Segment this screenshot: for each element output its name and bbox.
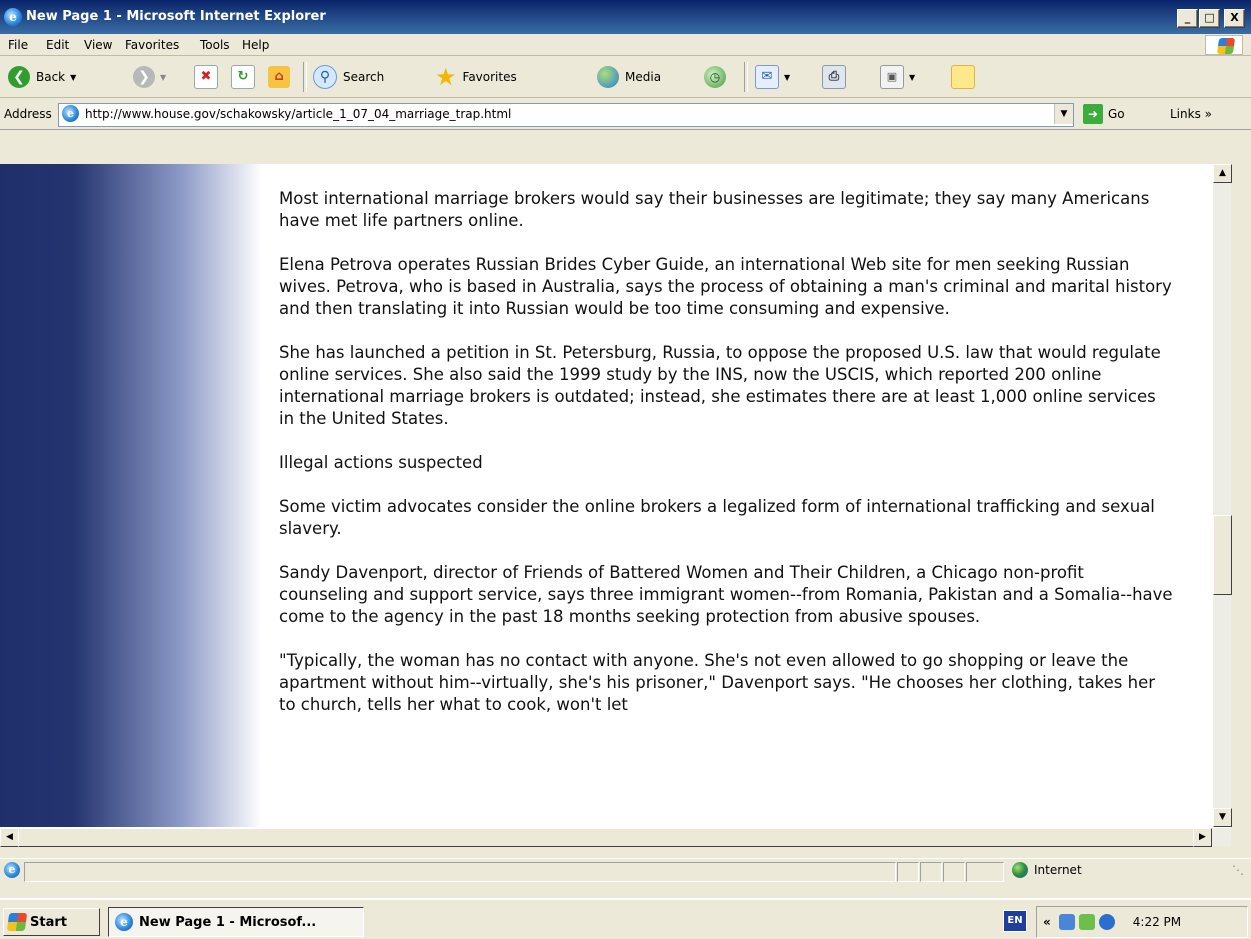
ie-logo-icon: e (4, 8, 22, 26)
close-button[interactable]: X (1224, 9, 1245, 28)
standard-toolbar (0, 56, 1251, 98)
messenger-button[interactable] (951, 63, 975, 91)
menu-file[interactable]: File (8, 38, 29, 52)
edit-dropdown-icon: ▼ (909, 72, 916, 82)
back-button[interactable] (8, 63, 76, 91)
media-icon (597, 66, 619, 88)
menu-help[interactable]: Help (242, 38, 270, 52)
back-dropdown-icon: ▼ (70, 72, 77, 82)
stop-button[interactable] (194, 63, 218, 91)
internet-globe-icon (1012, 862, 1028, 878)
article-paragraph: Elena Petrova operates Russian Brides Cyber Guide, an international Web site for men seeking Russian wives. Petrova, who is based in Australia, says the process of obtaining a man's criminal and marital history and then translating it into Russian would be too time consuming and expensive. (279, 255, 1172, 318)
language-indicator[interactable]: EN (1003, 910, 1027, 932)
scroll-up-icon[interactable]: ▲ (1213, 164, 1232, 183)
decorative-sidebar (0, 164, 262, 827)
connection-icon[interactable] (1099, 914, 1115, 930)
history-icon: ◷ (704, 66, 726, 88)
safely-remove-icon[interactable] (1079, 914, 1095, 930)
title-bar[interactable] (0, 0, 1251, 34)
taskbar-window-button[interactable] (108, 907, 364, 937)
horizontal-scrollbar[interactable] (0, 827, 1231, 846)
media-label: Media (625, 70, 662, 84)
page-icon: e (62, 105, 79, 122)
address-bar (0, 98, 1251, 130)
horizontal-scroll-thumb[interactable] (18, 828, 1195, 847)
status-panel (943, 862, 965, 882)
security-zone (1012, 862, 1082, 878)
clock: 4:22 PM (1132, 915, 1182, 929)
favorites-button[interactable] (435, 63, 517, 91)
windows-flag-icon (7, 913, 28, 931)
vertical-scroll-thumb[interactable] (1213, 515, 1232, 595)
forward-arrow-icon: ❯ (133, 66, 155, 88)
article-paragraph: Some victim advocates consider the online brokers a legalized form of international trafficking and sexual slavery. (279, 497, 1155, 538)
start-button[interactable] (3, 908, 100, 936)
print-icon: ⎙ (822, 65, 846, 89)
status-bar (0, 858, 1251, 882)
favorites-star-icon: ★ (435, 63, 457, 91)
windows-logo (1205, 35, 1243, 55)
home-button[interactable] (268, 63, 290, 91)
go-label: Go (1108, 107, 1125, 121)
refresh-button[interactable] (231, 63, 255, 91)
article-subheading: Illegal actions suspected (279, 453, 483, 472)
status-text-panel (24, 862, 896, 882)
edit-icon: ▣ (880, 65, 904, 89)
status-page-icon: e (4, 862, 20, 878)
home-icon: ⌂ (268, 66, 290, 88)
note-icon (951, 65, 975, 89)
favorites-label: Favorites (462, 70, 517, 84)
tray-expand-button[interactable]: « (1043, 915, 1051, 929)
back-label: Back (36, 70, 66, 84)
article-body (279, 188, 1174, 738)
article-paragraph: Sandy Davenport, director of Friends of Battered Women and Their Children, a Chicago non-profit counseling and support service, says three immigrant women--from Romania, Pakistan and a Somalia--have come to the agency in the past 18 months seeking protection from abusive spouses. (279, 563, 1173, 626)
stop-icon: ✖ (194, 65, 218, 89)
mail-dropdown-icon: ▼ (784, 72, 791, 82)
network-icon[interactable] (1059, 914, 1075, 930)
links-button[interactable]: Links » (1170, 107, 1212, 121)
go-button[interactable] (1083, 104, 1125, 124)
windows-flag-icon (1217, 38, 1235, 54)
menu-favorites[interactable]: Favorites (125, 38, 180, 52)
address-dropdown-icon[interactable]: ▼ (1054, 104, 1073, 124)
toolbar-separator (744, 62, 748, 92)
maximize-button[interactable]: □ (1199, 9, 1220, 28)
zone-label: Internet (1034, 863, 1082, 877)
menu-edit[interactable]: Edit (46, 38, 70, 52)
article-paragraph: "Typically, the woman has no contact with anyone. She's not even allowed to go shopping or leave the apartment without him--virtually, she's his prisoner," Davenport says. "He chooses her clothing, takes her to church, tells her what to cook, won't let (279, 651, 1156, 714)
forward-button[interactable] (133, 63, 166, 91)
status-panel (897, 862, 919, 882)
article-paragraph: Most international marriage brokers would say their businesses are legitimate; they say many Americans have met life partners online. (279, 189, 1150, 230)
print-button[interactable] (822, 63, 846, 91)
back-arrow-icon: ❮ (8, 66, 30, 88)
vertical-scrollbar[interactable] (1212, 164, 1231, 827)
scroll-right-icon[interactable]: ▶ (1193, 828, 1212, 847)
resize-grip-icon[interactable]: ⋱ (1232, 863, 1244, 877)
menu-view[interactable]: View (84, 38, 113, 52)
address-label: Address (4, 107, 52, 121)
edit-button[interactable] (880, 63, 915, 91)
media-button[interactable] (597, 63, 661, 91)
article-paragraph: She has launched a petition in St. Petersburg, Russia, to oppose the proposed U.S. law that would regulate online services. She also said the 1999 study by the INS, now the USCIS, which reported 200 online international marriage brokers is outdated; instead, she estimates there are at least 1,000 online services in the United States. (279, 343, 1161, 428)
ie-task-icon: e (115, 913, 133, 931)
menu-tools[interactable]: Tools (200, 38, 230, 52)
search-button[interactable] (313, 63, 384, 91)
mail-icon: ✉ (755, 65, 779, 89)
address-input[interactable] (85, 107, 1045, 121)
search-label: Search (343, 70, 385, 84)
scroll-down-icon[interactable]: ▼ (1213, 808, 1232, 827)
history-button[interactable] (704, 63, 726, 91)
system-tray (1036, 906, 1248, 938)
mail-button[interactable] (755, 63, 790, 91)
status-panel (966, 862, 1004, 882)
page-content (0, 164, 1231, 827)
taskbar (0, 898, 1251, 939)
address-field[interactable] (58, 103, 1074, 127)
taskbar-window-label: New Page 1 - Microsof... (139, 914, 317, 930)
refresh-icon: ↻ (231, 65, 255, 89)
start-label: Start (30, 914, 67, 930)
search-icon: ⚲ (313, 65, 337, 89)
go-arrow-icon: ➜ (1083, 104, 1103, 124)
minimize-button[interactable]: _ (1177, 9, 1198, 28)
toolbar-separator (303, 62, 307, 92)
forward-dropdown-icon: ▼ (160, 72, 167, 82)
scroll-left-icon[interactable]: ◀ (0, 828, 19, 847)
window-title: New Page 1 - Microsoft Internet Explorer (26, 9, 326, 24)
status-panel (920, 862, 942, 882)
menu-bar (0, 34, 1251, 56)
